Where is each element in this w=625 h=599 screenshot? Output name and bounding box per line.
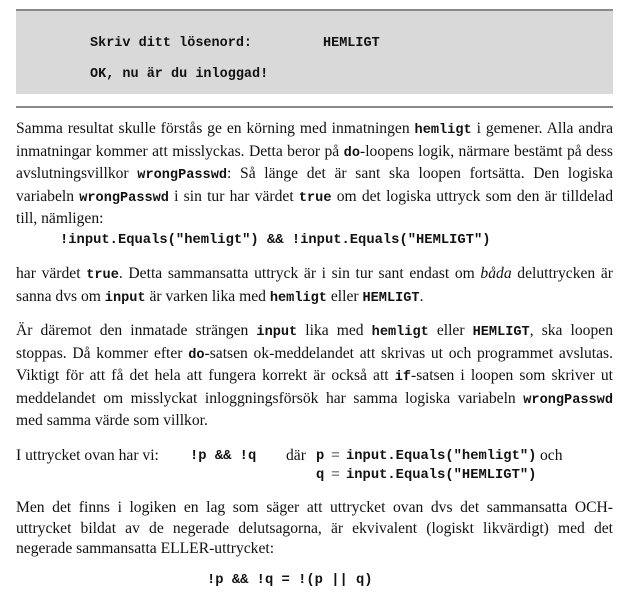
p2-text-1: har värdet (16, 265, 87, 282)
expression-2: !p && !q = !(p || q) (207, 573, 373, 588)
p5-text: Men det finns i logiken en lag som säger att uttrycket ovan dvs det sammansatta OCH-uttrycket bildat av de negerade delutsagorna, är ekvivalent (logiskt likvärdigt) med det negerade sammansatta ELLER-uttrycket: (16, 499, 613, 557)
p3-text-6: -satsen i loopen som skriver ut meddelandet om misslyckat inloggningsförsök har samma logiska variabeln (16, 367, 613, 407)
p4-dar: där (286, 447, 306, 464)
expression-1: !input.Equals("hemligt") && !input.Equals("HEMLIGT") (60, 233, 491, 248)
p1-text-4: : Så länge det är sant ska loopen fortsätta. Den logiska variabeln (16, 165, 613, 205)
code-wrongpasswd: wrongPasswd (79, 190, 169, 206)
paragraph-5 (16, 498, 613, 560)
output-result: OK, nu är du inloggad! (90, 67, 269, 82)
program-output-box (16, 11, 613, 94)
code-hemligt: hemligt (269, 290, 327, 306)
p1-text-6: om det logiska uttryck som den är tilldelad till, nämligen: (16, 187, 613, 227)
code-HEMLIGT: HEMLIGT (472, 325, 530, 340)
p3-text-1: Är däremot den inmatade strängen (16, 322, 257, 339)
code-input: input (256, 325, 298, 340)
code-wrongpasswd: wrongPasswd (523, 392, 613, 408)
p3-text-3: eller (428, 322, 473, 339)
p3-text-7: med samma värde som villkor. (16, 412, 208, 429)
p2-text-2: . Detta sammansatta uttryck är i sin tur sant endast om (118, 265, 481, 282)
code-if: if (394, 370, 412, 385)
code-do: do (188, 347, 205, 363)
code-true: true (86, 268, 119, 283)
p3-text-4: , ska loopen stoppas. Då kommer efter (16, 322, 613, 362)
p2-text-6: . (419, 287, 424, 305)
code-input: input (104, 290, 146, 306)
p3-text-5: -satsen ok-meddelandet att skrivas ut och programmet avslutas. Viktigt för att få det hela att fungera korrekt är också att (16, 344, 613, 384)
code-wrongpasswd: wrongPasswd (137, 168, 228, 183)
p2-text-4: är varken lika med (145, 287, 270, 305)
code-q: q (316, 468, 325, 483)
paragraph-3 (16, 321, 613, 432)
p2-text-5: eller (326, 287, 363, 305)
code-hemligt: hemligt (414, 123, 472, 138)
p3-text-2: lika med (297, 322, 372, 339)
p1-text-5: i sin tur har värdet (168, 187, 299, 205)
code-input-equals-hemligt: input.Equals("hemligt") (346, 449, 537, 464)
code-input-equals-HEMLIGT: input.Equals("HEMLIGT") (346, 468, 537, 483)
p1-text-2: i gemener. Alla andra inmatningar kommer att misslyckas. Detta beror på (16, 120, 614, 160)
code-hemligt: hemligt (371, 325, 429, 340)
code-not-p-and-not-q: !p && !q (190, 449, 257, 464)
p4-equals-1: = (331, 447, 340, 464)
output-prompt-value: HEMLIGT (323, 36, 380, 51)
paragraph-1 (16, 119, 613, 230)
p4-equals-2: = (331, 466, 340, 483)
code-p: p (316, 449, 325, 464)
code-true: true (298, 190, 332, 206)
p2-text-3: deluttrycken är sanna dvs om (16, 265, 613, 305)
p4-och: och (540, 447, 563, 464)
code-HEMLIGT: HEMLIGT (362, 290, 420, 306)
p1-text-3: -loopens logik, närmare bestämt på dess avslutningsvillkor (16, 142, 613, 182)
p1-text-1: Samma resultat skulle förstås ge en körning med inmatningen (16, 120, 415, 137)
output-prompt-label: Skriv ditt lösenord: (90, 36, 253, 51)
code-do: do (343, 145, 360, 161)
bottom-rule (16, 106, 613, 108)
paragraph-2 (16, 264, 613, 309)
emphasis-bada: båda (480, 265, 512, 282)
p4-intro: I uttrycket ovan har vi: (16, 447, 159, 464)
